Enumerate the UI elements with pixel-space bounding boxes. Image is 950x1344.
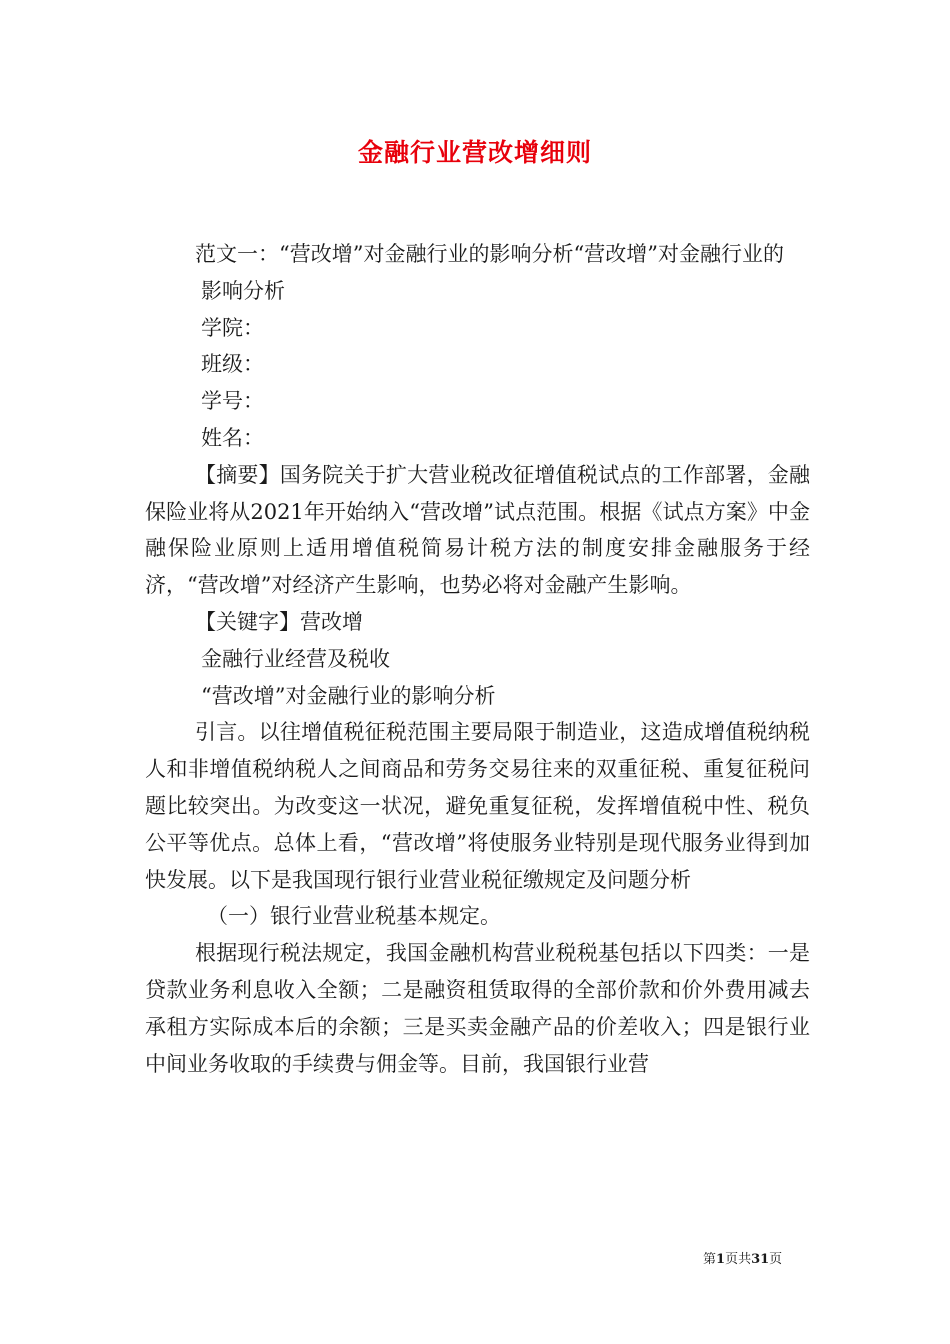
footer-prefix: 第 (703, 1252, 717, 1267)
footer-middle: 页共 (725, 1252, 752, 1267)
document-title: 金融行业营改增细则 (357, 138, 592, 167)
paragraph-subtitle: 影响分析 (201, 278, 285, 303)
document-body (145, 236, 810, 1082)
paragraph-section-heading: （一）银行业营业税基本规定。 (207, 904, 501, 929)
paragraph-tax-base: 根据现行税法规定，我国金融机构营业税税基包括以下四类：一是贷款业务利息收入全额；二是融资租赁取得的全部价款和价外费用减去承租方实际成本后的余额；三是买卖金融产品的价差收入；四是银行业中间业务收取的手续费与佣金等。目前，我国银行业营 (145, 941, 810, 1076)
paragraph-heading-finance: 金融行业经营及税收 (201, 646, 390, 671)
footer-current-page: 1 (716, 1252, 726, 1267)
field-college: 学院： (201, 315, 264, 340)
field-student-id: 学号： (201, 389, 264, 414)
field-name: 姓名： (201, 425, 264, 450)
page-number-footer (703, 1248, 782, 1267)
field-class: 班级： (201, 352, 264, 377)
paragraph-abstract: 【摘要】国务院关于扩大营业税改征增值税试点的工作部署，金融保险业将从2021年开始纳入“营改增”试点范围。根据《试点方案》中金融保险业原则上适用增值税简易计税方法的制度安排金融服务于经济，“营改增”对经济产生影响，也势必将对金融产生影响。 (145, 462, 810, 598)
paragraph-keywords: 【关键字】营改增 (195, 609, 363, 634)
paragraph-heading-impact: “营改增”对金融行业的影响分析 (201, 683, 496, 708)
footer-total-pages: 31 (751, 1252, 770, 1267)
paragraph-intro: 范文一：“营改增”对金融行业的影响分析“营改增”对金融行业的 (195, 242, 784, 266)
paragraph-introduction: 引言。以往增值税征税范围主要局限于制造业，这造成增值税纳税人和非增值税纳税人之间商品和劳务交易往来的双重征税、重复征税问题比较突出。为改变这一状况，避免重复征税，发挥增值税中性、税负公平等优点。总体上看，“营改增”将使服务业特别是现代服务业得到加快发展。以下是我国现行银行业营业税征缴规定及问题分析 (145, 720, 810, 892)
footer-suffix: 页 (769, 1252, 783, 1267)
